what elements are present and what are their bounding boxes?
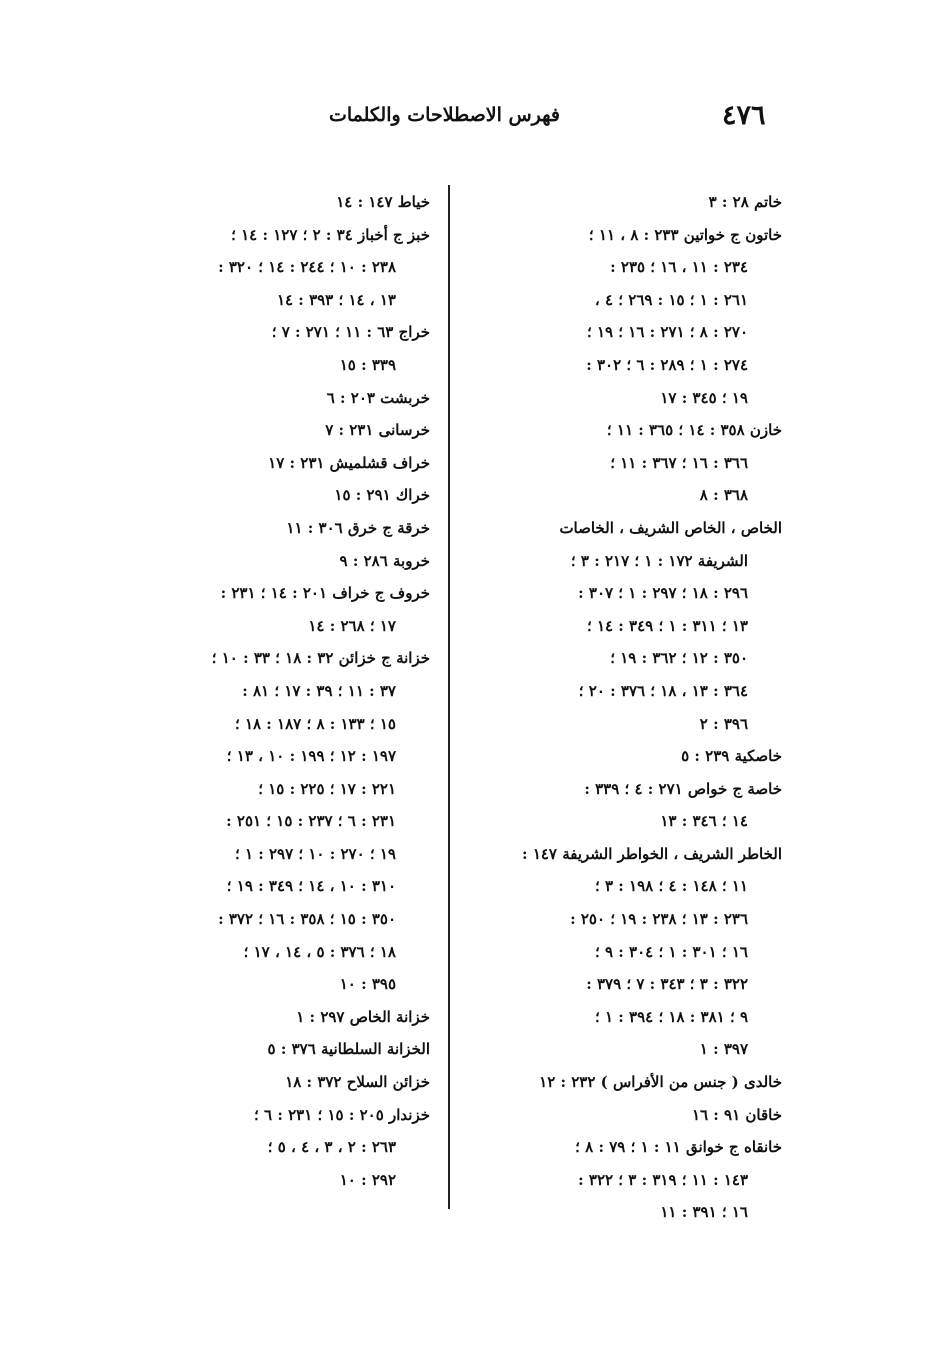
index-entry-continuation: ٣٩٧ : ١ <box>699 1040 748 1059</box>
index-entry-continuation: ٣٦٤ : ١٣ ، ١٨ ؛ ٣٧٦ : ٢٠ ؛ <box>578 681 748 700</box>
index-entry-continuation: ١٩ ؛ ٣٤٥ : ١٧ <box>660 388 748 407</box>
index-entry: الخاطر الشريف ، الخواطر الشريفة ١٤٧ : <box>522 844 782 863</box>
index-entry: خربشت ٢٠٣ : ٦ <box>326 388 430 407</box>
index-entry-continuation: ٣٢٢ : ٣ ؛ ٣٤٣ : ٧ ؛ ٣٧٩ : <box>586 975 748 994</box>
index-entry-continuation: ٣٦٨ : ٨ <box>699 486 748 505</box>
index-entry-continuation: الشريفة ١٧٢ : ١ ؛ ٢١٧ : ٣ ؛ <box>570 551 748 570</box>
index-column-left <box>125 186 430 1196</box>
index-entry-continuation: ٢٧٠ : ٨ ؛ ٢٧١ : ١٦ ؛ ١٩ ؛ <box>586 323 748 342</box>
index-entry: خراج ٦٣ : ١١ ؛ ٢٧١ : ٧ ؛ <box>271 323 430 342</box>
index-entry-continuation: ٢٩٦ : ١٨ ؛ ٢٩٧ : ١ ؛ ٣٠٧ : <box>578 584 748 603</box>
index-entry: خروف ج خراف ٢٠١ : ١٤ ؛ ٢٣١ : <box>220 584 430 603</box>
index-entry-continuation: ٣٦٦ : ١٦ ؛ ٣٦٧ : ١١ ؛ <box>610 453 748 472</box>
index-entry-continuation: ٣٣٩ : ١٥ <box>339 355 396 374</box>
index-entry-continuation: ١٦ ؛ ٣٠١ : ١ ؛ ٣٠٤ : ٩ ؛ <box>595 942 748 961</box>
column-divider <box>448 185 450 1209</box>
index-entry-continuation: ٢٣٦ : ١٣ ؛ ٢٣٨ : ١٩ ؛ ٢٥٠ : <box>570 910 748 929</box>
index-entry-continuation: ٣٩٥ : ١٠ <box>339 975 396 994</box>
index-entry-continuation: ٩ ؛ ٣٨١ : ١٨ ؛ ٣٩٤ : ١ ؛ <box>595 1007 748 1026</box>
index-entry: خاتم ٢٨ : ٣ <box>708 193 782 211</box>
index-entry: خزائن السلاح ٣٧٢ : ١٨ <box>285 1073 430 1092</box>
index-entry: الخاص ، الخاص الشريف ، الخاصات <box>559 518 782 537</box>
index-entry: خازن ٣٥٨ : ١٤ ؛ ٣٦٥ : ١١ ؛ <box>606 421 782 440</box>
index-entry: خزانة ج خزائن ٣٢ : ١٨ ؛ ٣٣ : ١٠ ؛ <box>211 649 430 668</box>
index-entry-continuation: ١٤٣ : ١١ ؛ ٣١٩ : ٣ ؛ ٣٢٢ : <box>578 1170 748 1189</box>
index-entry: خياط ١٤٧ : ١٤ <box>336 193 430 211</box>
index-entry: خاصكية ٢٣٩ : ٥ <box>681 747 782 766</box>
index-entry-continuation: ٢٩٢ : ١٠ <box>339 1170 396 1189</box>
index-entry: خاصة ج خواص ٢٧١ : ٤ ؛ ٣٣٩ : <box>584 779 782 798</box>
index-column-right <box>470 186 782 1229</box>
index-entry: خزندار ٢٠٥ : ١٥ ؛ ٢٣١ : ٦ ؛ <box>254 1105 430 1124</box>
index-entry-continuation: ١٨ ؛ ٣٧٦ : ٥ ، ١٤ ، ١٧ ؛ <box>243 942 396 961</box>
index-entry-continuation: ٣٧ : ١١ ؛ ٣٩ : ١٧ ؛ ٨١ : <box>242 681 396 700</box>
index-entry-continuation: ٢٧٤ : ١ ؛ ٢٨٩ : ٦ ؛ ٣٠٢ : <box>586 355 748 374</box>
index-entry: خرقة ج خرق ٣٠٦ : ١١ <box>286 518 430 537</box>
running-title: فهرس الاصطلاحات والكلمات <box>328 104 560 126</box>
index-entry: الخزانة السلطانية ٣٧٦ : ٥ <box>267 1040 430 1059</box>
index-entry: خرسانى ٢٣١ : ٧ <box>325 421 430 440</box>
index-entry-continuation: ١٣ ؛ ٣١١ : ١ ؛ ٣٤٩ : ١٤ ؛ <box>586 616 748 635</box>
index-entry: خراك ٢٩١ : ١٥ <box>334 486 430 505</box>
index-entry-continuation: ١٦ ؛ ٣٩١ : ١١ <box>660 1203 748 1222</box>
index-entry-continuation: ٣١٠ : ١٠ ، ١٤ ؛ ٣٤٩ : ١٩ ؛ <box>226 877 396 896</box>
index-entry-continuation: ٢٣٤ : ١١ ، ١٦ ؛ ٢٣٥ : <box>610 258 748 277</box>
index-entry-continuation: ١٥ ؛ ١٣٣ : ٨ ؛ ١٨٧ : ١٨ ؛ <box>234 714 396 733</box>
index-entry-continuation: ٣٥٠ : ١٥ ؛ ٣٥٨ : ١٦ ؛ ٣٧٢ : <box>218 910 396 929</box>
index-entry: خاتون ج خواتين ٢٣٣ : ٨ ، ١١ ؛ <box>588 225 782 244</box>
index-entry-continuation: ٣٥٠ : ١٢ ؛ ٣٦٢ : ١٩ ؛ <box>610 649 748 668</box>
index-entry-continuation: ٢٣٨ : ١٠ ؛ ٢٤٤ : ١٤ ؛ ٣٢٠ : <box>218 258 396 277</box>
index-entry-continuation: ١١ ؛ ١٤٨ : ٤ ؛ ١٩٨ : ٣ ؛ <box>595 877 748 896</box>
index-entry-continuation: ٣٩٦ : ٢ <box>699 714 748 733</box>
index-entry: خراف قشلميش ٢٣١ : ١٧ <box>268 453 430 472</box>
index-entry-continuation: ١٧ ؛ ٢٦٨ : ١٤ <box>308 616 396 635</box>
index-entry-continuation: ٢٢١ : ١٧ ؛ ٢٢٥ : ١٥ ؛ <box>258 779 396 798</box>
index-entry: خزانة الخاص ٢٩٧ : ١ <box>296 1007 430 1026</box>
index-entry-continuation: ٢٦٣ : ٢ ، ٣ ، ٤ ، ٥ ؛ <box>267 1138 396 1157</box>
index-entry: خالدى ( جنس من الأفراس ) ٢٣٢ : ١٢ <box>539 1073 782 1092</box>
index-entry-continuation: ١٣ ، ١٤ ؛ ٣٩٣ : ١٤ <box>276 290 396 309</box>
index-entry: خاقان ٩١ : ١٦ <box>691 1105 782 1124</box>
index-entry: خروبة ٢٨٦ : ٩ <box>339 551 430 570</box>
index-entry-continuation: ١٩ ؛ ٢٧٠ : ١٠ ؛ ٢٩٧ : ١ ؛ <box>234 844 396 863</box>
page-number: ٤٧٦ <box>722 100 766 131</box>
index-entry-continuation: ١٩٧ : ١٢ ؛ ١٩٩ : ١٠ ، ١٣ ؛ <box>226 747 396 766</box>
index-entry: خانقاه ج خوانق ١١ : ١ ؛ ٧٩ : ٨ ؛ <box>575 1138 782 1157</box>
index-entry: خبز ج أخباز ٣٤ : ٢ ؛ ١٢٧ : ١٤ ؛ <box>231 225 430 244</box>
index-entry-continuation: ٢٣١ : ٦ ؛ ٢٣٧ : ١٥ ؛ ٢٥١ : <box>226 812 396 831</box>
index-entry-continuation: ٢٦١ : ١ ؛ ١٥ : ٢٦٩ ؛ ٤ ، <box>594 290 748 309</box>
index-entry-continuation: ١٤ ؛ ٣٤٦ : ١٣ <box>660 812 748 831</box>
